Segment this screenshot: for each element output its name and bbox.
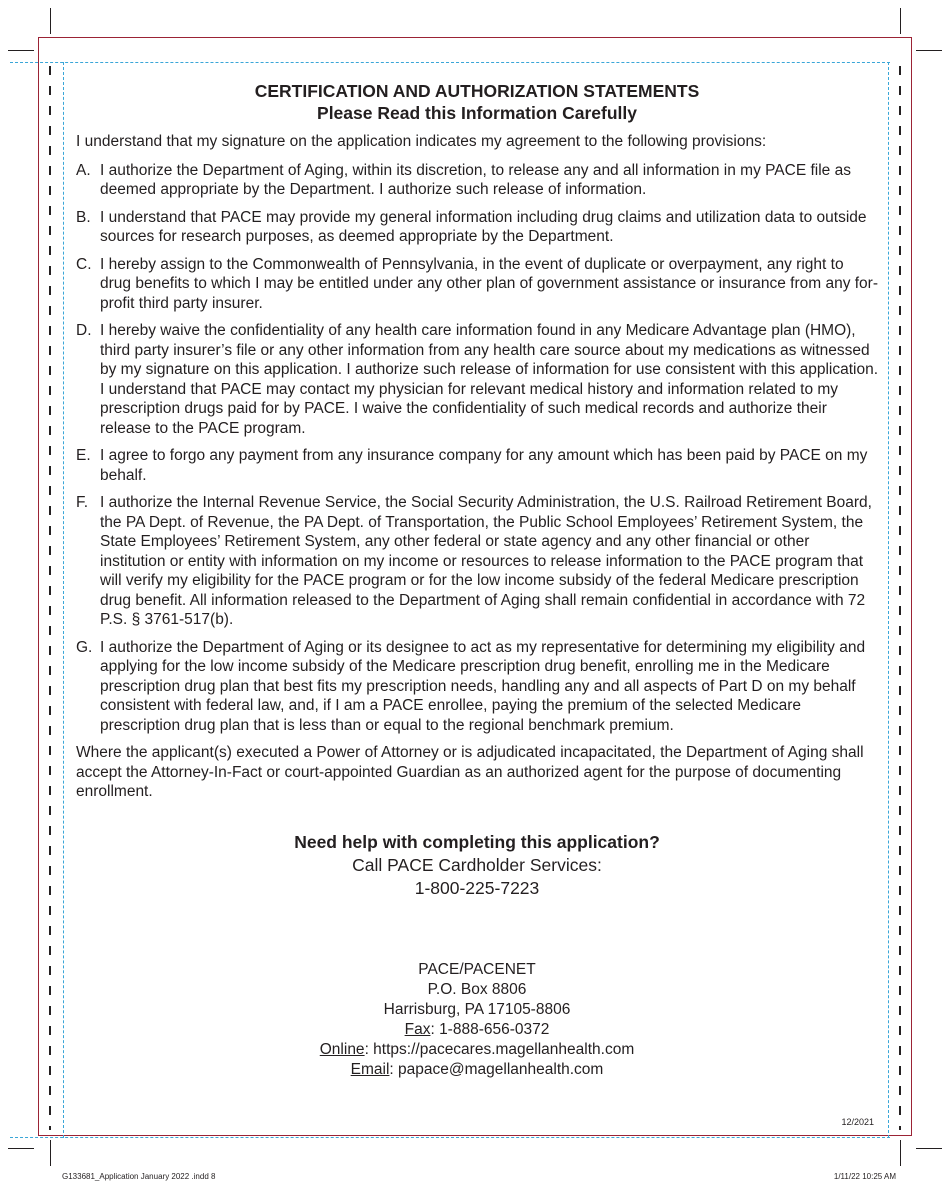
slug-filename: G133681_Application January 2022 .indd 8 <box>62 1172 216 1181</box>
certification-content <box>76 80 878 1080</box>
address-po-box: P.O. Box 8806 <box>427 980 527 998</box>
online-label: Online <box>319 1040 365 1058</box>
provision-text: I hereby waive the confidentiality of any health care information found in any Medicare Advantage plan (HMO), third party insurer’s file or any other information from any health care source about my medications as witnessed by my signature on this application. I authorize such release of information for use consistent with this application. I understand that PACE may contact my physician for relevant medical history and information related to my prescription drugs paid for by PACE. I waive the confidentiality of such medical records and authorize their release to the PACE program. <box>100 322 878 437</box>
crop-mark-bottom-left <box>50 1140 51 1166</box>
intro-statement: I understand that my signature on the application indicates my agreement to the following provisions: <box>76 133 767 150</box>
crop-mark-top-left <box>50 8 51 34</box>
provision-text: I authorize the Department of Aging, within its discretion, to release any and all information in my PACE file as deemed appropriate by the Department. I authorize such release of information. <box>100 161 851 198</box>
page-title: CERTIFICATION AND AUTHORIZATION STATEMENTS <box>254 81 700 101</box>
fax-number: : 1-888-656-0372 <box>430 1020 550 1038</box>
provision-letter: G. <box>76 638 93 656</box>
crop-mark-right-bottom <box>916 1148 942 1149</box>
fax-line <box>76 1020 878 1040</box>
provision-letter: F. <box>76 494 89 511</box>
provision-item <box>76 638 878 736</box>
tick-ruler-left <box>49 66 51 1130</box>
bleed-line-top <box>10 62 890 63</box>
help-call-text: Call PACE Cardholder Services: <box>352 854 602 875</box>
provision-item <box>76 208 878 247</box>
bleed-line-right <box>888 62 889 1138</box>
slug-timestamp: 1/11/22 10:25 AM <box>833 1172 896 1181</box>
crop-mark-left-top <box>8 50 34 51</box>
help-phone[interactable]: 1-800-225-7223 <box>414 877 540 898</box>
online-url[interactable]: : https://pacecares.magellanhealth.com <box>364 1040 635 1058</box>
bleed-line-bottom <box>10 1137 890 1138</box>
tick-ruler-right <box>899 66 901 1130</box>
crop-mark-top-right <box>900 8 901 34</box>
crop-mark-bottom-right <box>900 1140 901 1166</box>
bleed-line-left <box>63 62 64 1138</box>
provision-item <box>76 255 878 314</box>
page-subtitle: Please Read this Information Carefully <box>317 103 637 123</box>
provision-letter: B. <box>76 208 91 226</box>
help-question: Need help with completing this application? <box>294 831 660 852</box>
provision-text: I understand that PACE may provide my general information including drug claims and utilization data to outside sources for research purposes, as deemed appropriate by the Department. <box>100 208 867 245</box>
provision-text: I hereby assign to the Commonwealth of Pennsylvania, in the event of duplicate or overpayment, any right to drug benefits to which I may be entitled under any other plan of government assistance or insurance from any for-profit third party insurer. <box>100 255 879 312</box>
crop-mark-left-bottom <box>8 1148 34 1149</box>
provisions-list <box>76 161 878 736</box>
provision-item <box>76 161 878 200</box>
provision-letter: C. <box>76 255 92 273</box>
provision-letter: D. <box>76 322 92 339</box>
online-line <box>76 1040 878 1060</box>
email-line <box>76 1060 878 1080</box>
provision-item <box>76 321 878 438</box>
power-of-attorney-statement: Where the applicant(s) executed a Power of Attorney or is adjudicated incapacitated, the Department of Aging shall accept the Attorney-In-Fact or court-appointed Guardian as an authorized agent for the purpose of documenting enrollment. <box>76 744 864 800</box>
fax-label: Fax <box>404 1020 431 1038</box>
provision-item <box>76 446 878 485</box>
email-label: Email <box>350 1060 390 1078</box>
mailing-address <box>76 960 878 1080</box>
revision-date: 12/2021 <box>841 1117 874 1127</box>
provision-letter: E. <box>76 447 91 464</box>
help-section <box>76 831 878 900</box>
provision-item <box>76 493 878 630</box>
provision-letter: A. <box>76 161 91 179</box>
email-address[interactable]: : papace@magellanhealth.com <box>389 1060 604 1078</box>
provision-text: I agree to forgo any payment from any insurance company for any amount which has been paid by PACE on my behalf. <box>100 447 868 484</box>
address-org: PACE/PACENET <box>418 960 536 978</box>
provision-text: I authorize the Department of Aging or its designee to act as my representative for determining my eligibility and applying for the low income subsidy of the Medicare prescription drug benefit, enrolling me in the Medicare prescription drug plan that best fits my prescription needs, handling any and all aspects of Part D on my behalf consistent with federal law, and, if I am a PACE enrollee, paying the premium of the selected Medicare prescription drug plan that is less than or equal to the regional benchmark premium. <box>100 638 866 734</box>
crop-mark-right-top <box>916 50 942 51</box>
provision-text: I authorize the Internal Revenue Service, the Social Security Administration, the U.S. Railroad Retirement Board, the PA Dept. of Revenue, the PA Dept. of Transportation, the Public School Employees’ Retirement System, the State Employees’ Retirement System, any other federal or state agency and any other financial or other institution or entity with information on my income or resources to release information to the PACE program that will verify my eligibility for the PACE program or for the low income subsidy of the federal Medicare prescription drug benefit. All information released to the Department of Aging shall remain confidential in accordance with 72 P.S. § 3761-517(b). <box>100 494 872 628</box>
address-city: Harrisburg, PA 17105-8806 <box>383 1000 571 1018</box>
